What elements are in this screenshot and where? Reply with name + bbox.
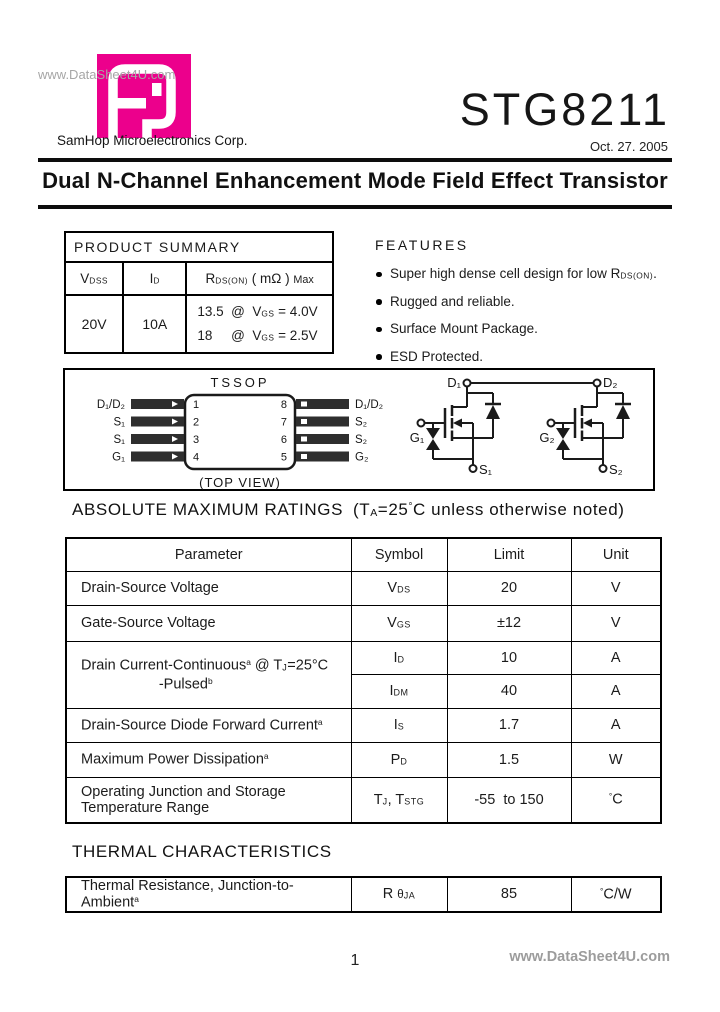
- limit-cell: 40: [447, 674, 571, 708]
- param-cell: [66, 777, 351, 823]
- product-summary-title: PRODUCT SUMMARY: [65, 232, 333, 262]
- limit-cell: ±12: [447, 605, 571, 641]
- limit-cell: -55 to 150: [447, 777, 571, 823]
- symbol-cell: VGS: [351, 605, 447, 641]
- left-pins: [131, 399, 184, 462]
- col-header-vdss: VDSS: [65, 262, 123, 295]
- terminal-label-s2: S₂: [609, 462, 623, 477]
- mosfet-1: [418, 380, 502, 473]
- bottom-watermark: www.DataSheet4U.com: [509, 949, 670, 965]
- part-number: STG8211: [459, 84, 670, 135]
- symbol-cell: IDM: [351, 674, 447, 708]
- right-pins: [296, 399, 349, 462]
- chip-body: [185, 395, 295, 469]
- symbol-cell: IS: [351, 708, 447, 742]
- table-row: [66, 641, 661, 674]
- symbol-cell: VDS: [351, 571, 447, 605]
- pin-label: S₁: [113, 416, 125, 429]
- col-header-symbol: Symbol: [351, 538, 447, 571]
- tssop-pinout-diagram: [85, 373, 395, 490]
- package-diagram-box: [63, 368, 655, 491]
- company-name: SamHop Microelectronics Corp.: [57, 133, 248, 148]
- col-header-unit: Unit: [571, 538, 661, 571]
- vdss-value: 20V: [65, 295, 123, 353]
- pin-label: G₁: [112, 451, 125, 464]
- page-number: 1: [350, 952, 360, 969]
- param-cell: Maximum Power Dissipation$^a$: [66, 742, 351, 777]
- product-summary-table: [64, 231, 334, 354]
- col-header-limit: Limit: [447, 538, 571, 571]
- feature-item: Rugged and reliable.: [375, 294, 675, 309]
- feature-item: ESD Protected.: [375, 349, 675, 364]
- features-section: [375, 237, 675, 376]
- limit-cell: 20: [447, 571, 571, 605]
- rdson-values: [186, 295, 333, 353]
- pin-number: 3: [193, 434, 200, 446]
- symbol-cell: PD: [351, 742, 447, 777]
- temp-range-line-1: Operating Junction and Storage: [81, 783, 286, 800]
- pin-label: D₁/D₂: [355, 399, 384, 411]
- document-date: Oct. 27. 2005: [589, 139, 668, 154]
- pin-number: 5: [280, 451, 287, 464]
- title-divider: [38, 205, 672, 209]
- terminal-label-g2: G₂: [539, 430, 555, 445]
- pin-label: D₁/D₂: [96, 399, 125, 411]
- unit-cell: V: [571, 571, 661, 605]
- abs-max-ratings-heading: [72, 500, 625, 520]
- terminal-label-g1: G₁: [409, 430, 425, 445]
- drain-current-line-1: Drain Current-Continuous$^a$ @ TJ=25°C: [81, 656, 329, 674]
- pin-label: G₂: [355, 451, 369, 464]
- thermal-title: THERMAL CHARACTERISTICS: [72, 842, 332, 861]
- param-cell: Thermal Resistance, Junction-to-Ambient$^a$: [66, 877, 351, 912]
- pin-number: 7: [280, 416, 287, 429]
- rdson-line-2: 18 @ VGS = 2.5V: [197, 328, 318, 343]
- pin-number: 1: [193, 399, 200, 411]
- terminal-label-s1: S₁: [479, 462, 493, 477]
- unit-cell: °C: [571, 777, 661, 823]
- features-title: FEATURES: [375, 237, 469, 253]
- symbol-cell: TJ, TSTG: [351, 777, 447, 823]
- param-cell: Drain-Source Voltage: [66, 571, 351, 605]
- mosfet-2: [548, 380, 632, 473]
- table-row: [66, 571, 661, 605]
- limit-cell: 85: [447, 877, 571, 912]
- dual-mosfet-schematic: [395, 371, 653, 490]
- id-value: 10A: [123, 295, 186, 353]
- pin-label: S₁: [113, 434, 125, 446]
- unit-cell: W: [571, 742, 661, 777]
- page-title: Dual N-Channel Enhancement Mode Field Effect Transistor: [42, 168, 668, 193]
- unit-cell: A: [571, 641, 661, 674]
- terminal-label-d2: D₂: [603, 375, 618, 390]
- package-name: TSSOP: [210, 375, 270, 390]
- unit-cell: °C/W: [571, 877, 661, 912]
- abs-max-condition: (TA=25°C unless otherwise noted): [353, 500, 625, 519]
- unit-cell: A: [571, 708, 661, 742]
- header-divider: [38, 158, 672, 162]
- thermal-characteristics-heading: [72, 842, 332, 862]
- param-cell: [66, 641, 351, 708]
- rdson-line-1: 13.5 @ VGS = 4.0V: [197, 304, 318, 320]
- table-row: [66, 777, 661, 823]
- param-cell: Gate-Source Voltage: [66, 605, 351, 641]
- limit-cell: 10: [447, 641, 571, 674]
- terminal-label-d1: D₁: [447, 375, 461, 390]
- param-cell: Drain-Source Diode Forward Current$^a$: [66, 708, 351, 742]
- feature-item: Surface Mount Package.: [375, 321, 675, 336]
- logo-notch-shape: [152, 83, 162, 96]
- col-header-id: ID: [123, 262, 186, 295]
- pin-label: S₂: [355, 434, 368, 446]
- table-row: [66, 708, 661, 742]
- abs-max-ratings-table: [65, 537, 662, 824]
- unit-cell: A: [571, 674, 661, 708]
- pin-number: 8: [280, 399, 287, 411]
- table-row: [66, 742, 661, 777]
- table-row: [66, 605, 661, 641]
- limit-cell: 1.5: [447, 742, 571, 777]
- pin-label: S₂: [355, 416, 368, 429]
- symbol-cell: ID: [351, 641, 447, 674]
- abs-max-title: ABSOLUTE MAXIMUM RATINGS: [72, 500, 344, 519]
- feature-item: Super high dense cell design for low RDS(ON).: [375, 266, 675, 281]
- thermal-characteristics-table: [65, 876, 662, 913]
- symbol-cell: R θJA: [351, 877, 447, 912]
- top-watermark: www.DataSheet4U.com: [38, 67, 176, 82]
- pin-number: 2: [193, 416, 200, 429]
- pin-number: 6: [280, 434, 287, 446]
- table-row: [66, 877, 661, 912]
- col-header-rdson: RDS(ON) ( mΩ ) Max: [186, 262, 333, 295]
- drain-current-line-2: -Pulsed$^b$: [158, 675, 213, 693]
- pin-number: 4: [193, 451, 200, 464]
- temp-range-line-2: Temperature Range: [81, 799, 210, 816]
- col-header-parameter: Parameter: [66, 538, 351, 571]
- logo-bar-shape: [113, 98, 146, 109]
- top-view-label: (TOP VIEW): [199, 475, 281, 490]
- unit-cell: V: [571, 605, 661, 641]
- limit-cell: 1.7: [447, 708, 571, 742]
